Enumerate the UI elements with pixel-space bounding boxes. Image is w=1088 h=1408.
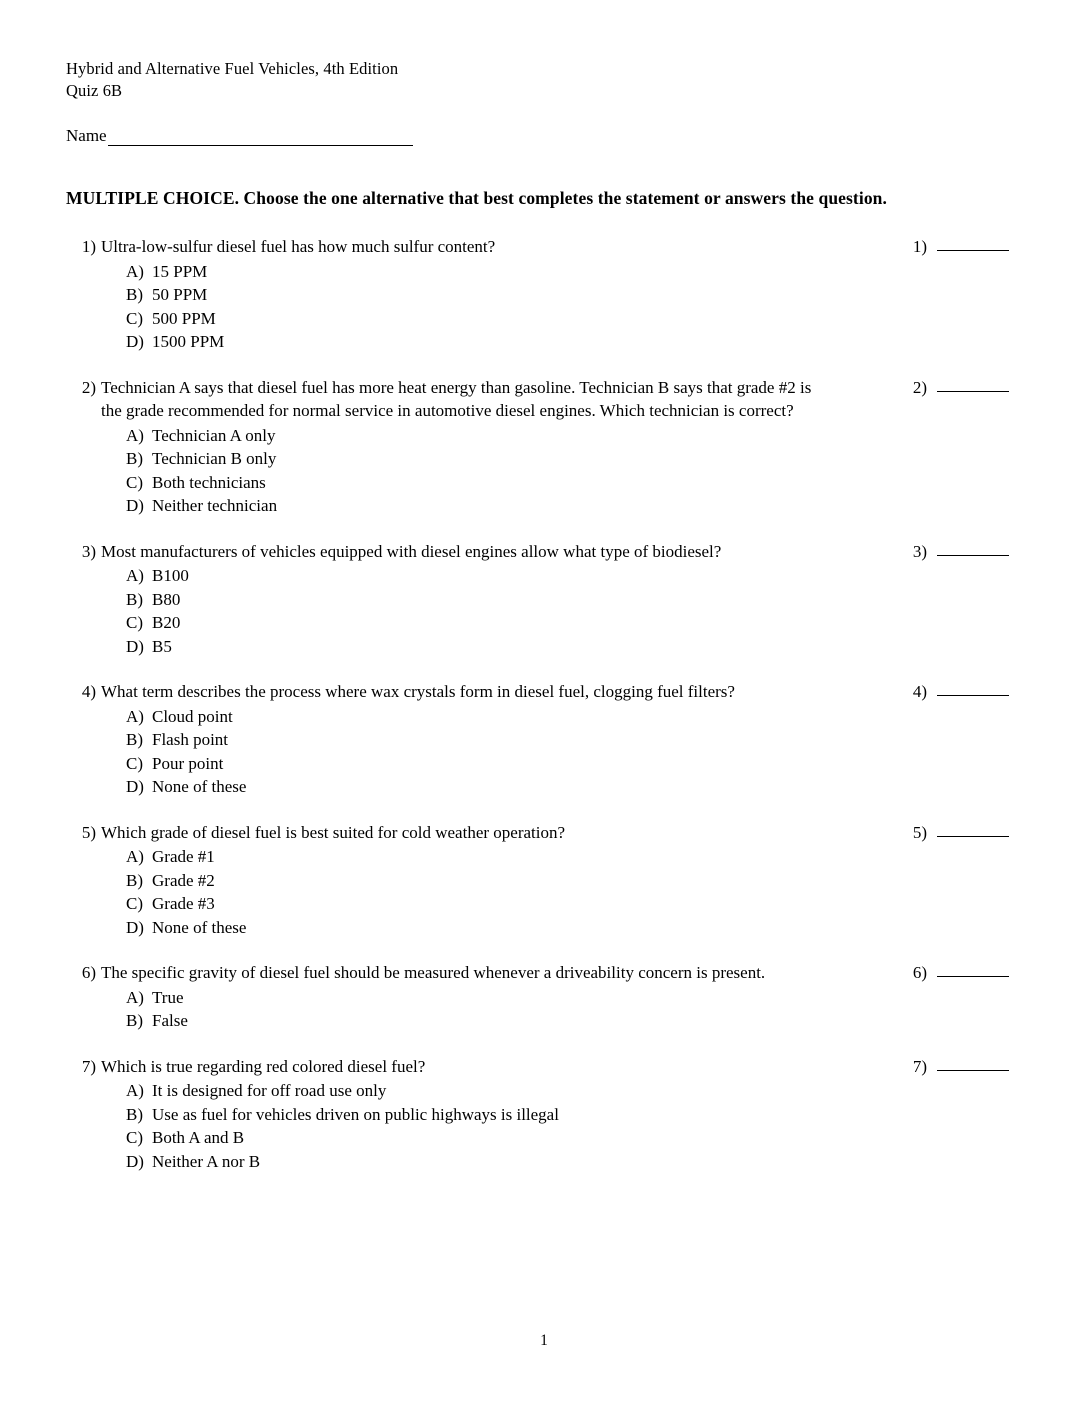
choice-label: D) xyxy=(126,777,144,796)
choice-option[interactable] xyxy=(126,775,1026,799)
choice-text: True xyxy=(152,987,184,1007)
choice-text: Both technicians xyxy=(152,472,266,492)
choice-text: Neither A nor B xyxy=(152,1151,261,1171)
answer-slot xyxy=(901,821,1026,845)
choice-label: B) xyxy=(126,1104,143,1124)
choice-list xyxy=(66,260,1026,354)
choice-text: Neither technician xyxy=(152,496,278,515)
choice-text: Both A and B xyxy=(152,1128,245,1147)
choice-option[interactable] xyxy=(126,1126,1026,1150)
question-block xyxy=(66,1055,1026,1174)
choice-text: Use as fuel for vehicles driven on public highways is illegal xyxy=(152,1104,559,1124)
choice-list xyxy=(66,705,1026,799)
choice-option[interactable] xyxy=(126,494,1026,518)
choice-label: A) xyxy=(126,847,144,866)
choice-label: D) xyxy=(126,496,144,515)
choice-option[interactable] xyxy=(126,986,1026,1010)
answer-slot-number: 2) xyxy=(912,377,927,397)
choice-option[interactable] xyxy=(126,260,1026,284)
answer-slot xyxy=(901,540,1026,564)
answer-slot-number: 5) xyxy=(912,822,927,842)
answer-slot-number: 1) xyxy=(912,237,927,256)
choice-text: Grade #1 xyxy=(152,847,215,866)
choice-option[interactable] xyxy=(126,330,1026,354)
answer-slot-number: 4) xyxy=(912,682,927,701)
choice-text: Flash point xyxy=(152,730,229,749)
answer-blank[interactable] xyxy=(937,376,1009,392)
question-number: 1) xyxy=(81,237,96,256)
choice-list xyxy=(66,845,1026,939)
choice-option[interactable] xyxy=(126,1103,1026,1127)
question-row xyxy=(66,821,1026,845)
choice-option[interactable] xyxy=(126,892,1026,916)
choice-option[interactable] xyxy=(126,447,1026,471)
question-text: What term describes the process where wax crystals form in diesel fuel, clogging fuel filters? xyxy=(101,682,735,701)
choice-label: C) xyxy=(126,308,143,328)
choice-label: C) xyxy=(126,753,143,773)
name-row xyxy=(66,126,1026,146)
question-number: 5) xyxy=(81,822,96,842)
question-text: Which is true regarding red colored diesel fuel? xyxy=(101,1056,426,1076)
name-label: Name xyxy=(66,126,107,145)
answer-blank[interactable] xyxy=(937,540,1009,556)
questions-list xyxy=(66,235,1026,1173)
question-row xyxy=(66,961,1026,985)
answer-slot-number: 3) xyxy=(912,541,927,561)
choice-option[interactable] xyxy=(126,283,1026,307)
choice-label: B) xyxy=(126,589,143,609)
choice-label: C) xyxy=(126,613,143,632)
question-block xyxy=(66,821,1026,940)
question-block xyxy=(66,680,1026,799)
choice-text: None of these xyxy=(152,917,247,937)
choice-label: D) xyxy=(126,917,144,937)
choice-list xyxy=(66,424,1026,518)
question-row xyxy=(66,376,1026,423)
choice-text: Technician A only xyxy=(152,425,276,445)
choice-list xyxy=(66,564,1026,658)
choice-label: B) xyxy=(126,730,143,749)
choice-text: Cloud point xyxy=(152,706,233,726)
choice-text: It is designed for off road use only xyxy=(152,1081,387,1100)
choice-list xyxy=(66,1079,1026,1173)
choice-text: B100 xyxy=(152,566,189,585)
choice-option[interactable] xyxy=(126,1079,1026,1103)
choice-option[interactable] xyxy=(126,564,1026,588)
choice-option[interactable] xyxy=(126,471,1026,495)
answer-slot-number: 6) xyxy=(912,963,927,982)
choice-text: False xyxy=(152,1011,188,1030)
choice-option[interactable] xyxy=(126,728,1026,752)
question-row xyxy=(66,235,1026,259)
choice-option[interactable] xyxy=(126,845,1026,869)
answer-slot xyxy=(901,680,1026,704)
answer-slot xyxy=(901,235,1026,259)
question-row xyxy=(66,540,1026,564)
answer-blank[interactable] xyxy=(937,821,1009,837)
choice-label: C) xyxy=(126,894,143,913)
choice-label: A) xyxy=(126,1081,144,1100)
answer-blank[interactable] xyxy=(937,961,1009,977)
choice-text: Grade #2 xyxy=(152,870,215,890)
choice-option[interactable] xyxy=(126,916,1026,940)
question-block xyxy=(66,961,1026,1033)
choice-option[interactable] xyxy=(126,611,1026,635)
question-number: 6) xyxy=(81,963,96,982)
choice-option[interactable] xyxy=(126,307,1026,331)
choice-text: 1500 PPM xyxy=(152,332,225,351)
question-text: Ultra-low-sulfur diesel fuel has how much sulfur content? xyxy=(101,237,496,256)
choice-label: A) xyxy=(126,706,144,726)
choice-label: B) xyxy=(126,870,143,890)
question-text: The specific gravity of diesel fuel should be measured whenever a driveability concern is present. xyxy=(101,963,766,982)
choice-label: B) xyxy=(126,1011,143,1030)
choice-text: 500 PPM xyxy=(152,308,216,328)
choice-option[interactable] xyxy=(126,424,1026,448)
choice-option[interactable] xyxy=(126,588,1026,612)
document-title-line-1: Hybrid and Alternative Fuel Vehicles, 4th Edition xyxy=(66,59,399,78)
question-row xyxy=(66,680,1026,704)
question-text: Technician A says that diesel fuel has more heat energy than gasoline. Technician B says that grade #2 is the grade recommended for normal service in automotive diesel engines. Which technician is correct? xyxy=(101,377,812,420)
question-block xyxy=(66,235,1026,354)
name-input-blank[interactable] xyxy=(108,129,413,146)
answer-slot xyxy=(901,1055,1026,1079)
choice-label: A) xyxy=(126,987,144,1007)
answer-blank[interactable] xyxy=(937,1055,1009,1071)
choice-label: A) xyxy=(126,261,144,281)
choice-text: Grade #3 xyxy=(152,894,215,913)
answer-blank[interactable] xyxy=(937,235,1009,251)
choice-text: B80 xyxy=(152,589,181,609)
choice-label: D) xyxy=(126,636,144,656)
choice-list xyxy=(66,986,1026,1033)
choice-option[interactable] xyxy=(126,752,1026,776)
question-block xyxy=(66,376,1026,518)
document-title-line-2: Quiz 6B xyxy=(66,81,123,100)
question-number: 7) xyxy=(81,1056,96,1076)
answer-slot xyxy=(901,961,1026,985)
question-number: 2) xyxy=(81,377,96,397)
choice-label: D) xyxy=(126,332,144,351)
choice-label: C) xyxy=(126,472,143,492)
choice-text: None of these xyxy=(152,777,247,796)
question-text: Most manufacturers of vehicles equipped with diesel engines allow what type of biodiesel? xyxy=(101,541,722,561)
question-text: Which grade of diesel fuel is best suited for cold weather operation? xyxy=(101,822,566,842)
answer-slot xyxy=(901,376,1026,400)
instructions-text: MULTIPLE CHOICE. Choose the one alternative that best completes the statement or answers the question. xyxy=(66,188,887,208)
question-number: 4) xyxy=(81,682,96,701)
choice-label: A) xyxy=(126,566,144,585)
choice-label: A) xyxy=(126,425,144,445)
page-number: 1 xyxy=(540,1332,548,1349)
question-number: 3) xyxy=(81,541,96,561)
question-row xyxy=(66,1055,1026,1079)
answer-slot-number: 7) xyxy=(912,1056,927,1076)
choice-text: Pour point xyxy=(152,753,224,773)
choice-option[interactable] xyxy=(126,635,1026,659)
choice-text: B5 xyxy=(152,636,172,656)
answer-blank[interactable] xyxy=(937,680,1009,696)
choice-text: 15 PPM xyxy=(152,261,208,281)
choice-label: D) xyxy=(126,1151,144,1171)
question-block xyxy=(66,540,1026,659)
choice-option[interactable] xyxy=(126,705,1026,729)
choice-label: B) xyxy=(126,285,143,304)
choice-text: B20 xyxy=(152,613,181,632)
choice-option[interactable] xyxy=(126,1150,1026,1174)
choice-label: B) xyxy=(126,449,143,468)
choice-text: Technician B only xyxy=(152,449,277,468)
choice-label: C) xyxy=(126,1128,143,1147)
choice-option[interactable] xyxy=(126,869,1026,893)
choice-option[interactable] xyxy=(126,1009,1026,1033)
choice-text: 50 PPM xyxy=(152,285,208,304)
